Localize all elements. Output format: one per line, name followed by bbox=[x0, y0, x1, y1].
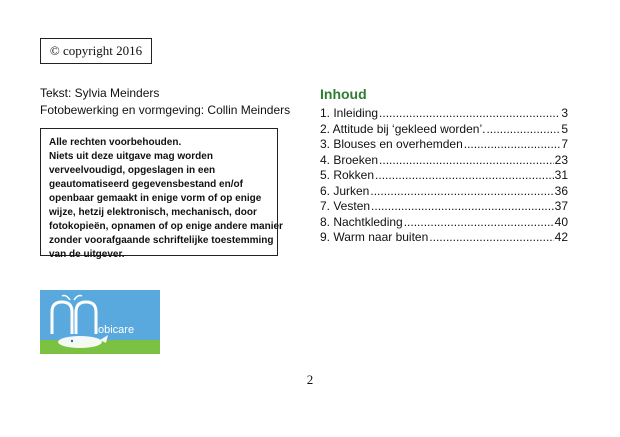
toc-entry-label: 2. Attitude bij ‘gekleed worden’. bbox=[320, 121, 486, 136]
toc-entry-page: 36 bbox=[554, 183, 568, 198]
rights-line: van de uitgever. bbox=[49, 249, 125, 260]
toc-entry-page: 42 bbox=[554, 230, 568, 244]
toc-entry-label: 1. Inleiding bbox=[320, 106, 379, 120]
toc-entry bbox=[320, 168, 568, 184]
rights-line: Niets uit deze uitgave mag worden bbox=[49, 151, 213, 162]
nobicare-logo bbox=[40, 290, 160, 354]
toc-entry-page: 7 bbox=[561, 137, 568, 151]
nn-whale-logo-icon bbox=[40, 290, 160, 354]
toc-entry-page: 5 bbox=[561, 121, 568, 136]
credit-photo-design: Fotobewerking en vormgeving: Collin Meinders bbox=[40, 103, 291, 117]
logo-text: obicare bbox=[98, 324, 135, 336]
rights-line: verveelvoudigd, opgeslagen in een bbox=[49, 165, 216, 176]
copyright-text: © copyright 2016 bbox=[49, 43, 143, 58]
rights-notice-box bbox=[40, 128, 283, 260]
page-number: 2 bbox=[306, 372, 314, 387]
toc-entry-label: 4. Broeken bbox=[320, 152, 379, 167]
toc-entry-label: 3. Blouses en overhemden bbox=[320, 137, 463, 151]
toc-entry-page: 31 bbox=[554, 168, 568, 182]
rights-line: zonder voorafgaande schriftelijke toestemming bbox=[49, 235, 274, 246]
credits bbox=[40, 85, 290, 119]
toc-entry-label: 7. Vesten bbox=[320, 199, 371, 213]
toc-entry bbox=[320, 184, 568, 200]
rights-line: openbaar gemaakt in enige vorm of op enige bbox=[49, 193, 262, 204]
toc-entry-page: 3 bbox=[561, 106, 568, 120]
toc-entry-label: 6. Jurken bbox=[320, 183, 370, 198]
rights-line: Alle rechten voorbehouden. bbox=[49, 137, 182, 148]
toc-entry bbox=[320, 230, 568, 246]
rights-line: wijze, hetzij elektronisch, mechanisch, door bbox=[49, 207, 257, 218]
toc-entry-label: 9. Warm naar buiten bbox=[320, 230, 429, 244]
toc-entry bbox=[320, 137, 568, 153]
toc-entry-label: 8. Nachtkleding bbox=[320, 214, 403, 229]
toc-entry bbox=[320, 153, 568, 169]
toc-entry-page: 37 bbox=[554, 199, 568, 213]
toc-entry-page: 23 bbox=[554, 152, 568, 167]
toc-entry bbox=[320, 199, 568, 215]
table-of-contents bbox=[320, 86, 568, 246]
toc-entry bbox=[320, 106, 568, 122]
copyright-box bbox=[40, 38, 152, 64]
toc-title: Inhoud bbox=[320, 86, 367, 102]
credit-text-author: Tekst: Sylvia Meinders bbox=[40, 86, 160, 100]
toc-entry-page: 40 bbox=[554, 214, 568, 229]
rights-line: geautomatiseerd gegevensbestand en/of bbox=[49, 179, 243, 190]
toc-entry-label: 5. Rokken bbox=[320, 168, 375, 182]
toc-entry bbox=[320, 215, 568, 231]
toc-entry bbox=[320, 122, 568, 138]
rights-line: fotokopieën, opnamen of op enige andere manier bbox=[49, 221, 283, 232]
